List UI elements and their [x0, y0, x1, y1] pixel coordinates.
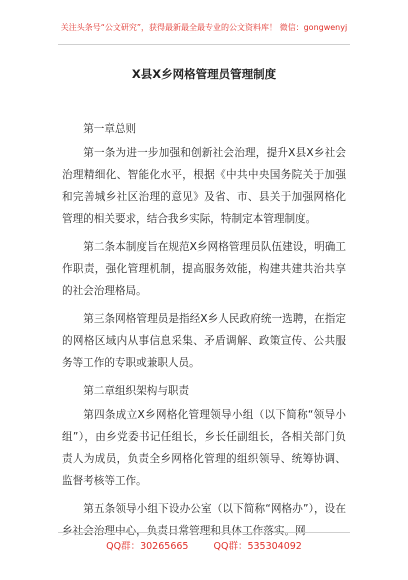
paragraph: 第一条为进一步加强和创新社会治理，提升X县X乡社会治理精细化、智能化水平，根据《中共中央国务院关于加强和完善城乡社区治理的意见》及省、市、县关于加强网格化管理的相关要求，结合我乡实际，特制定本管理制度。	[62, 147, 346, 225]
header-divider	[58, 44, 350, 45]
header-banner: 关注头条号“公文研究”，获得最新最全最专业的公文资料库！ 微信：gongwenyj	[60, 23, 348, 32]
footer-qq-group-2: QQ群：535304092	[213, 541, 302, 552]
footer-divider	[58, 532, 350, 533]
chapter-heading: 第二章组织架构与职责	[83, 385, 190, 397]
paragraph: 第三条网格管理员是指经X乡人民政府统一选聘，在指定的网格区域内从事信息采集、矛盾调解、政策宣传、公共服务等工作的专职或兼职人员。	[62, 313, 346, 369]
paragraph: 第四条成立X乡网格化管理领导小组（以下简称“领导小组”），由乡党委书记任组长，乡长任副组长，各相关部门负责人为成员，负责全乡网格化管理的组织领导、统筹协调、监督考核等工作。	[62, 409, 346, 487]
paragraph: 第二条本制度旨在规范X乡网格管理员队伍建设，明确工作职责，强化管理机制，提高服务效能，构建共建共治共享的社会治理格局。	[62, 241, 346, 297]
paragraph: 第五条领导小组下设办公室（以下简称“网格办”），设在乡社会治理中心，负责日常管理和具体工作落实。网	[62, 503, 346, 537]
footer-qq-group-1: QQ群：30265665	[106, 541, 189, 552]
chapter-heading: 第一章总则	[83, 123, 137, 135]
document-title: X县X乡网格管理员管理制度	[131, 67, 277, 81]
document-body	[62, 118, 346, 548]
footer-contact	[0, 538, 408, 552]
